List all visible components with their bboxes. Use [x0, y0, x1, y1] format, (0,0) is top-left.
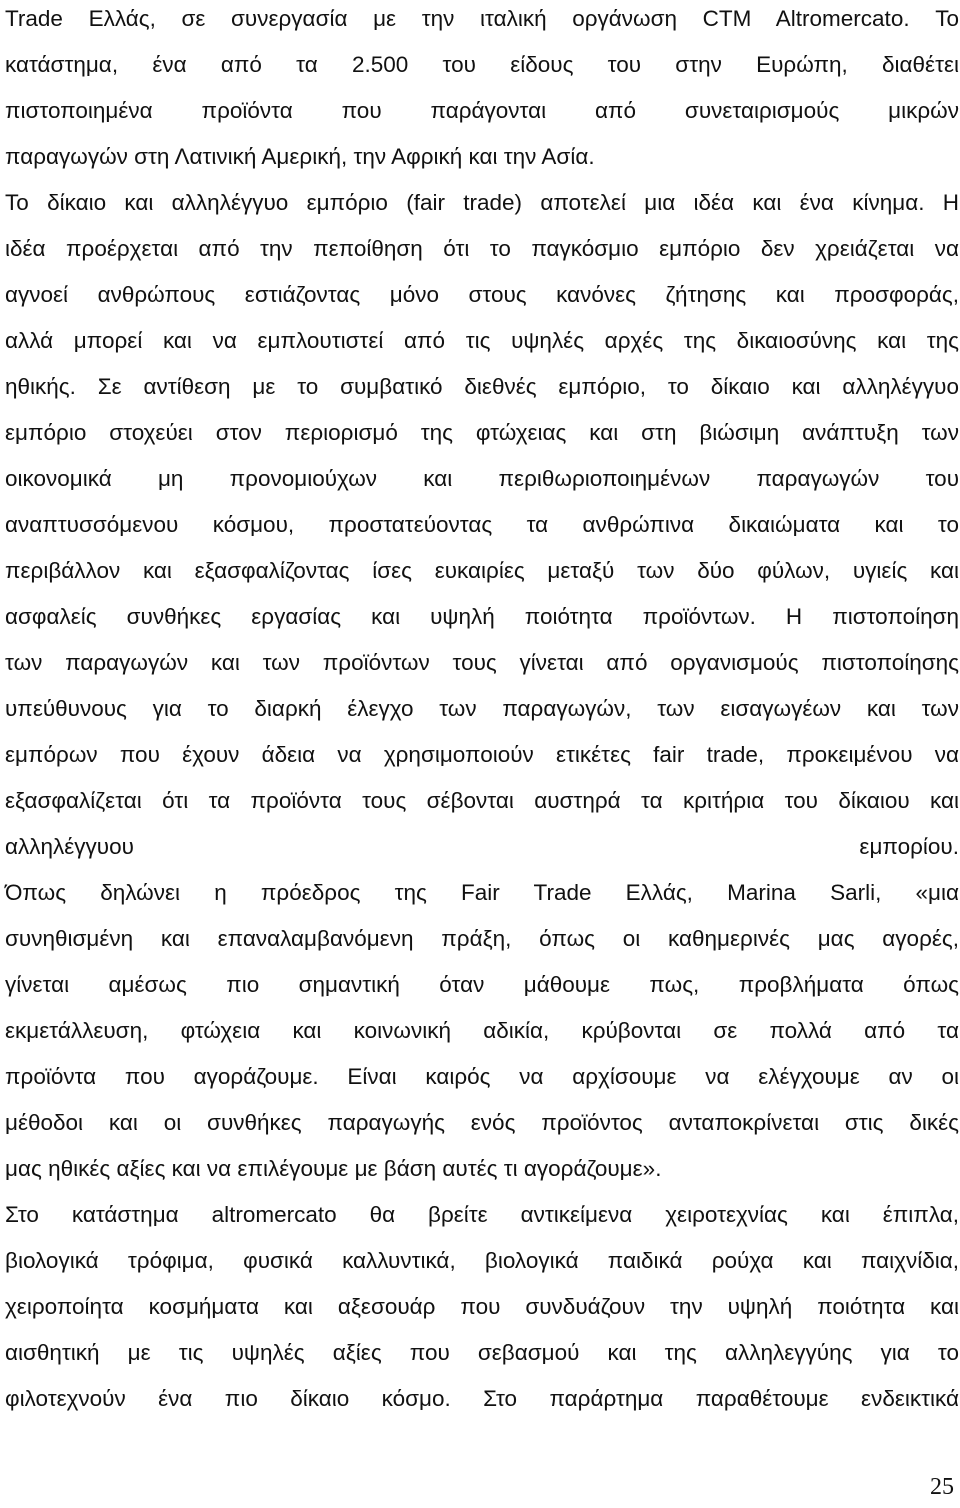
text-line: αγνοεί ανθρώπους εστιάζοντας μόνο στους κανόνες ζήτησης και προσφοράς,: [5, 282, 959, 307]
text-line: αναπτυσσόμενου κόσμου, προστατεύοντας τα ανθρώπινα δικαιώματα και το: [5, 512, 959, 537]
text-line: Στο κατάστημα altromercato θα βρείτε αντικείμενα χειροτεχνίας και έπιπλα,: [5, 1202, 959, 1227]
text-line: παραγωγών στη Λατινική Αμερική, την Αφρική και την Ασία.: [5, 144, 595, 169]
text-line: υπεύθυνους για το διαρκή έλεγχο των παραγωγών, των εισαγωγέων και των: [5, 696, 959, 721]
text-line: εκμετάλλευση, φτώχεια και κοινωνική αδικία, κρύβονται σε πολλά από τα: [5, 1018, 959, 1043]
text-line: εμπόριο στοχεύει στον περιορισμό της φτώχειας και στη βιώσιμη ανάπτυξη των: [5, 420, 959, 445]
text-line: κατάστημα, ένα από τα 2.500 του είδους του στην Ευρώπη, διαθέτει: [5, 52, 959, 77]
text-line: Όπως δηλώνει η πρόεδρος της Fair Trade Ελλάς, Marina Sarli, «μια: [5, 880, 959, 905]
text-line: περιβάλλον και εξασφαλίζοντας ίσες ευκαιρίες μεταξύ των δύο φύλων, υγιείς και: [5, 558, 959, 583]
text-line: εξασφαλίζεται ότι τα προϊόντα τους σέβονται αυστηρά τα κριτήρια του δίκαιου και: [5, 788, 959, 813]
text-line: αλλά μπορεί και να εμπλουτιστεί από τις υψηλές αρχές της δικαιοσύνης και της: [5, 328, 959, 353]
text-line: φιλοτεχνούν ένα πιο δίκαιο κόσμο. Στο παράρτημα παραθέτουμε ενδεικτικά: [5, 1386, 959, 1411]
text-line: εμπόρων που έχουν άδεια να χρησιμοποιούν ετικέτες fair trade, προκειμένου να: [5, 742, 959, 767]
body-text: [5, 0, 959, 1422]
text-line: μέθοδοι και οι συνθήκες παραγωγής ενός προϊόντος ανταποκρίνεται στις δικές: [5, 1110, 959, 1135]
text-line: οικονομικά μη προνομιούχων και περιθωριοποιημένων παραγωγών του: [5, 466, 959, 491]
text-line: ασφαλείς συνθήκες εργασίας και υψηλή ποιότητα προϊόντων. Η πιστοποίηση: [5, 604, 959, 629]
text-line: βιολογικά τρόφιμα, φυσικά καλλυντικά, βιολογικά παιδικά ρούχα και παιχνίδια,: [5, 1248, 959, 1273]
text-line: χειροποίητα κοσμήματα και αξεσουάρ που συνδυάζουν την υψηλή ποιότητα και: [5, 1294, 959, 1319]
text-line: Το δίκαιο και αλληλέγγυο εμπόριο (fair trade) αποτελεί μια ιδέα και ένα κίνημα. Η: [5, 190, 959, 215]
text-line: των παραγωγών και των προϊόντων τους γίνεται από οργανισμούς πιστοποίησης: [5, 650, 959, 675]
text-line: αλληλέγγυου εμπορίου.: [5, 834, 959, 859]
text-line: αισθητική με τις υψηλές αξίες που σεβασμού και της αλληλεγγύης για το: [5, 1340, 959, 1365]
text-line: προϊόντα που αγοράζουμε. Είναι καιρός να αρχίσουμε να ελέγχουμε αν οι: [5, 1064, 959, 1089]
text-line: ηθικής. Σε αντίθεση με το συμβατικό διεθνές εμπόριο, το δίκαιο και αλληλέγγυο: [5, 374, 959, 399]
text-line: συνηθισμένη και επαναλαμβανόμενη πράξη, όπως οι καθημερινές μας αγορές,: [5, 926, 959, 951]
text-line: πιστοποιημένα προϊόντα που παράγονται από συνεταιρισμούς μικρών: [5, 98, 959, 123]
page-number: 25: [930, 1474, 954, 1500]
text-line: ιδέα προέρχεται από την πεποίθηση ότι το παγκόσμιο εμπόριο δεν χρειάζεται να: [5, 236, 959, 261]
text-line: μας ηθικές αξίες και να επιλέγουμε με βάση αυτές τι αγοράζουμε».: [5, 1156, 662, 1181]
text-line: γίνεται αμέσως πιο σημαντική όταν μάθουμε πως, προβλήματα όπως: [5, 972, 959, 997]
text-line: Trade Ελλάς, σε συνεργασία με την ιταλική οργάνωση CTM Altromercato. Το: [5, 6, 959, 31]
